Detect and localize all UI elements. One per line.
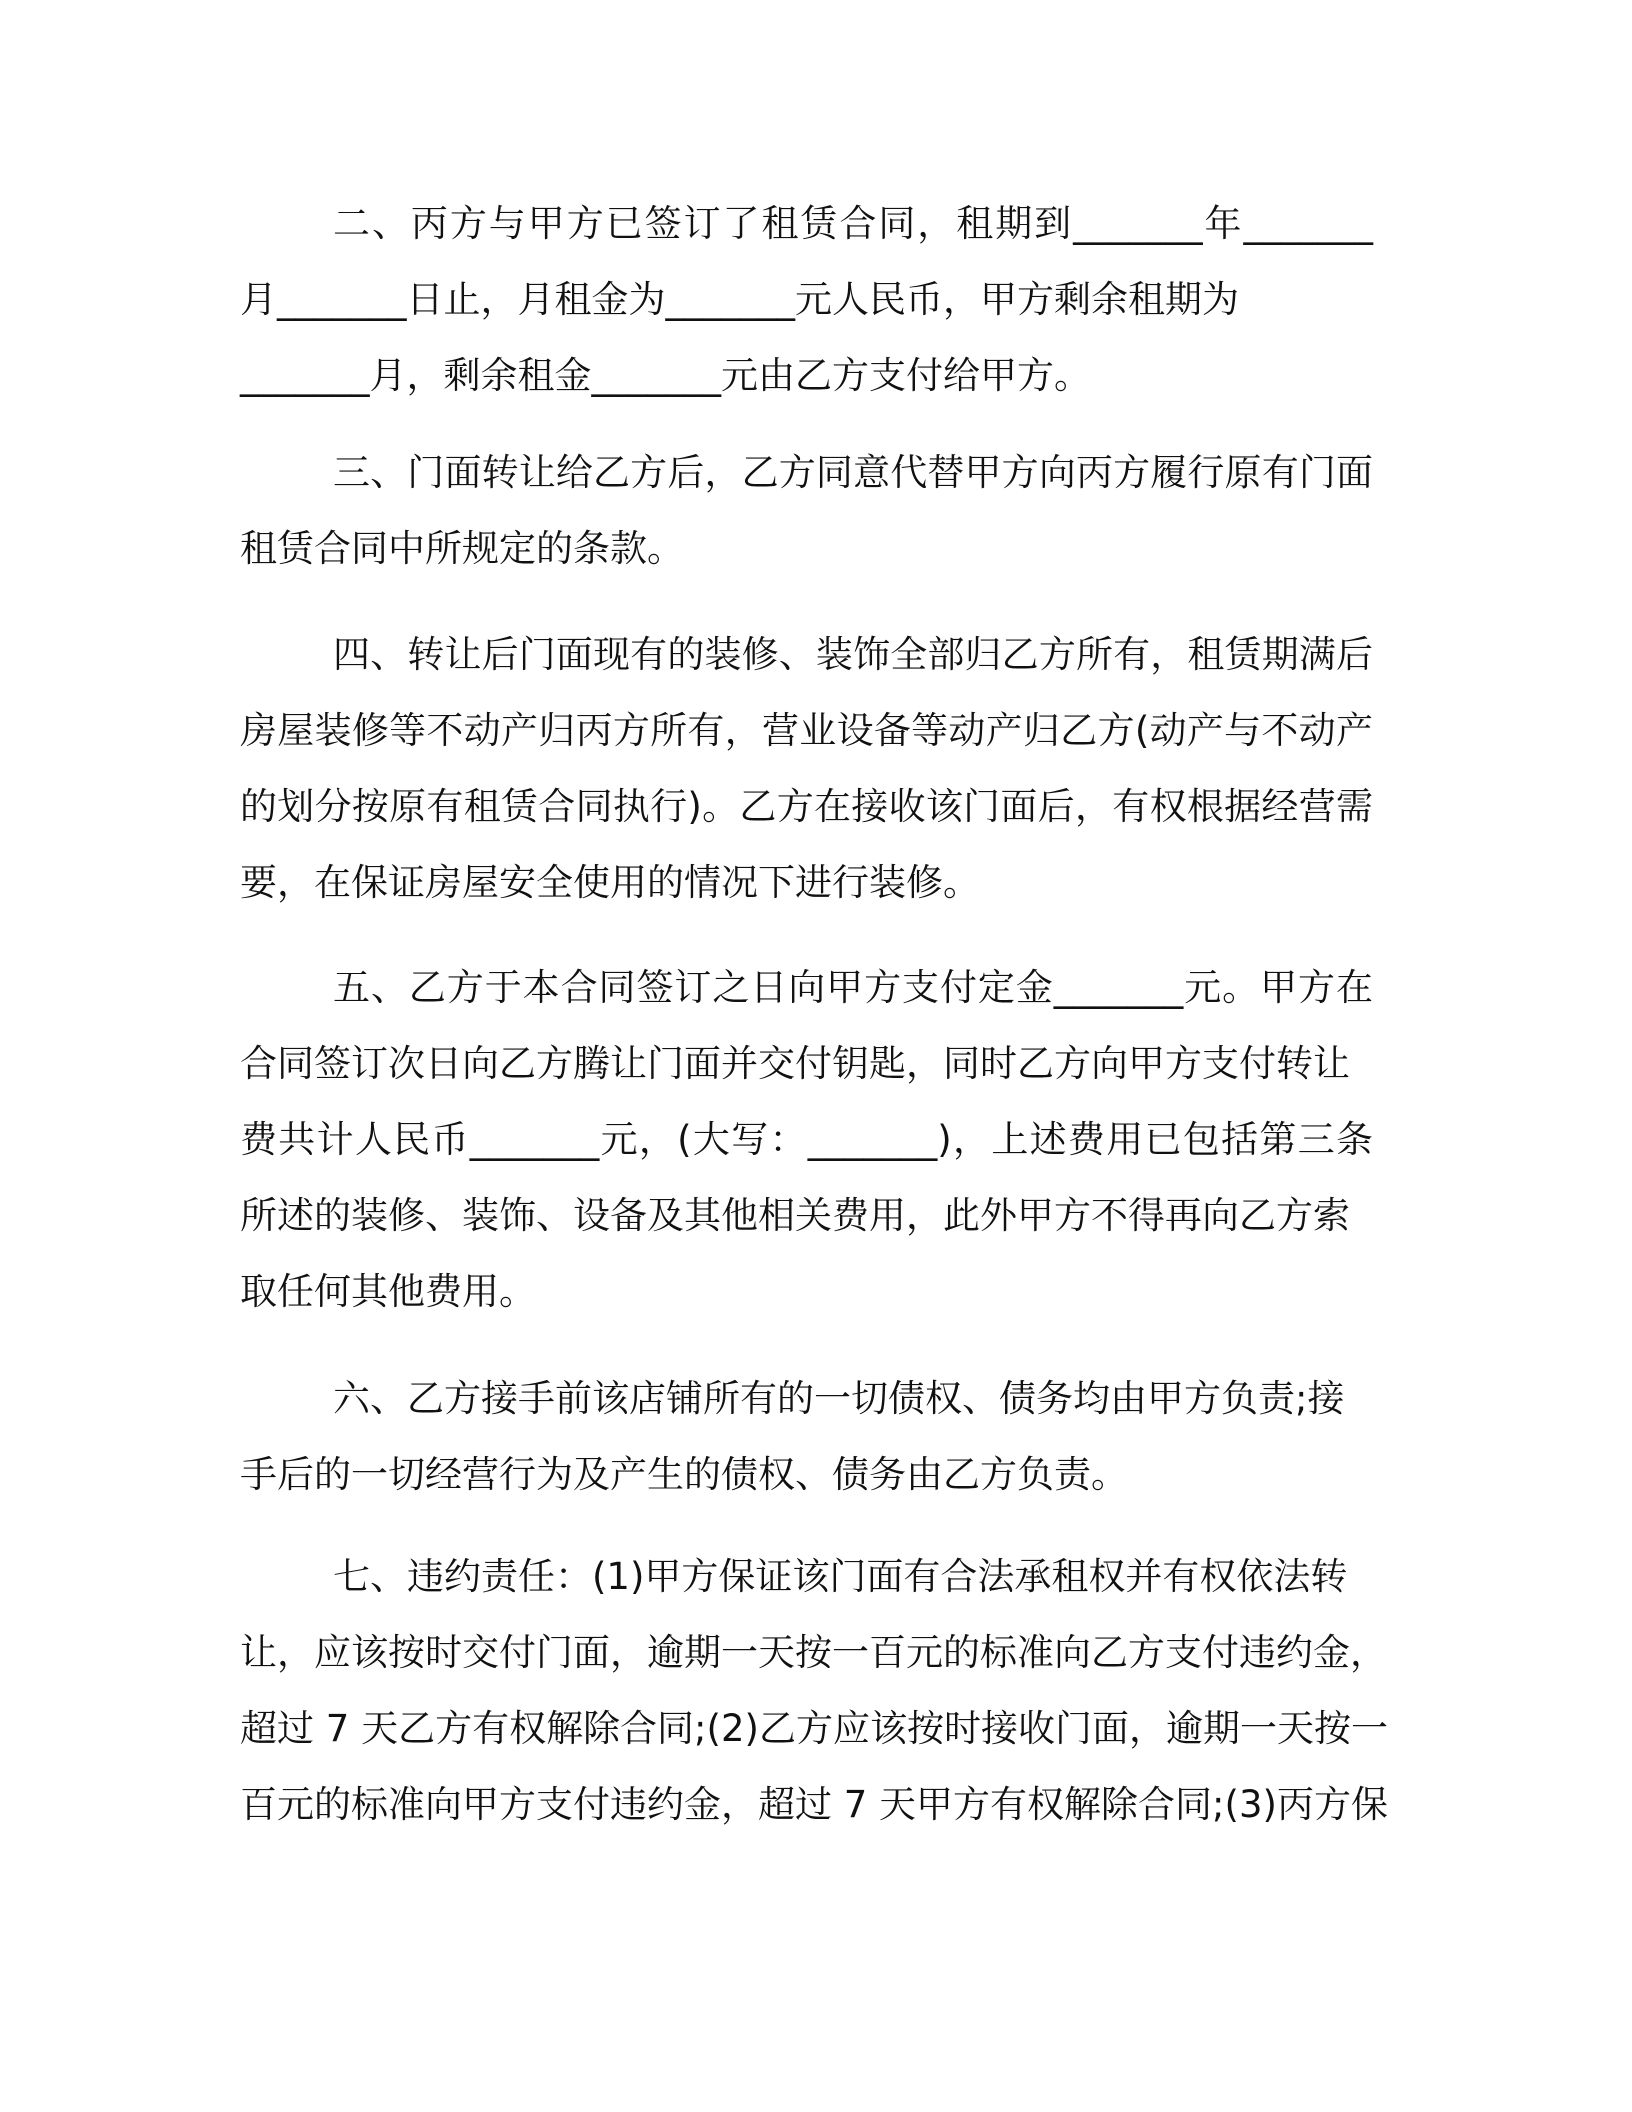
clause-7-line-4: 百元的标准向甲方支付违约金，超过 7 天甲方有权解除合同;(3)丙方保 [240,1783,1388,1826]
clause-4-line-1: 四、转让后门面现有的装修、装饰全部归乙方所有，租赁期满后 [333,633,1373,676]
clause-6-line-1: 六、乙方接手前该店铺所有的一切债权、债务均由甲方负责;接 [333,1377,1345,1420]
clause-2-line-2: 月_______日止，月租金为_______元人民币，甲方剩余租期为 [240,278,1239,321]
clause-5-paragraph [240,950,1373,1330]
clause-3-line-1: 三、门面转让给乙方后，乙方同意代替甲方向丙方履行原有门面 [333,451,1373,494]
clause-5-line-5: 取任何其他费用。 [240,1270,536,1313]
clause-7-paragraph [240,1539,1388,1843]
clause-5-line-3: 费共计人民币_______元，(大写：_______)，上述费用已包括第三条 [240,1118,1373,1161]
clause-3-line-2: 租赁合同中所规定的条款。 [240,527,684,570]
clause-3-paragraph [240,435,1373,587]
clause-5-line-1: 五、乙方于本合同签订之日向甲方支付定金_______元。甲方在 [333,966,1373,1009]
clause-2-line-1: 二、丙方与甲方已签订了租赁合同，租期到_______年_______ [333,202,1373,245]
clause-4-paragraph [240,617,1373,921]
clause-6-paragraph [240,1361,1373,1513]
clause-2-paragraph [240,186,1373,414]
clause-6-line-2: 手后的一切经营行为及产生的债权、债务由乙方负责。 [240,1453,1128,1496]
clause-7-line-2: 让，应该按时交付门面，逾期一天按一百元的标准向乙方支付违约金， [240,1631,1387,1674]
clause-4-line-3: 的划分按原有租赁合同执行)。乙方在接收该门面后，有权根据经营需 [240,785,1373,828]
clause-7-line-1: 七、违约责任：(1)甲方保证该门面有合法承租权并有权依法转 [333,1555,1348,1598]
clause-5-line-4: 所述的装修、装饰、设备及其他相关费用，此外甲方不得再向乙方索 [240,1194,1350,1237]
clause-2-line-3: _______月，剩余租金_______元由乙方支付给甲方。 [240,354,1091,397]
clause-4-line-4: 要，在保证房屋安全使用的情况下进行装修。 [240,861,980,904]
clause-7-line-3: 超过 7 天乙方有权解除合同;(2)乙方应该按时接收门面，逾期一天按一 [240,1707,1388,1750]
clause-5-line-2: 合同签订次日向乙方腾让门面并交付钥匙，同时乙方向甲方支付转让 [240,1042,1350,1085]
clause-4-line-2: 房屋装修等不动产归丙方所有，营业设备等动产归乙方(动产与不动产 [240,709,1373,752]
